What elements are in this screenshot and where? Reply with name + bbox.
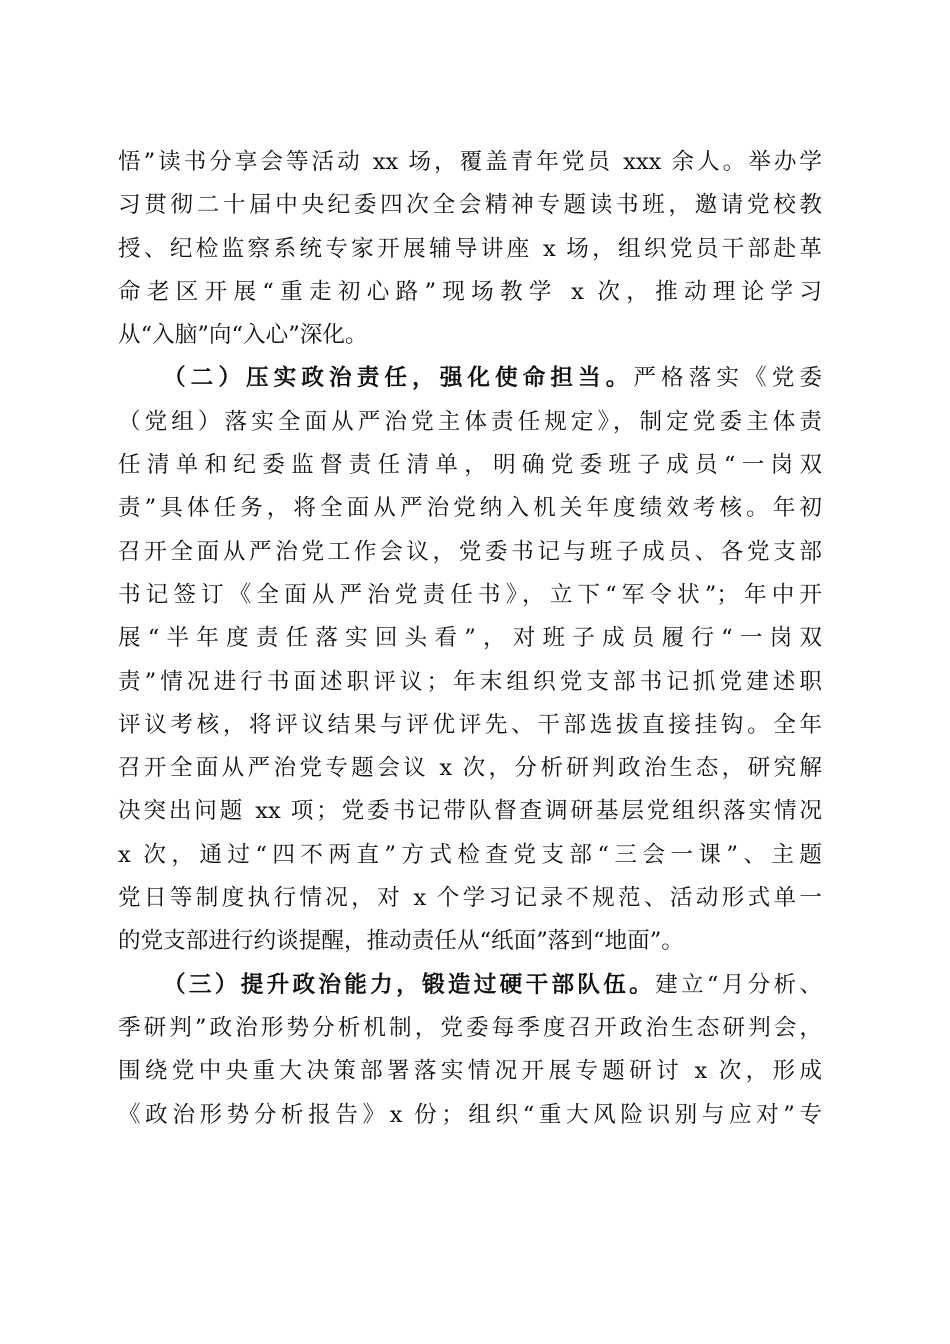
text-line: 任清单和纪委监督责任清单，明确党委班子成员“一岗双 [118, 452, 822, 479]
text-line: 习贯彻二十届中央纪委四次全会精神专题读书班，邀请党校教 [118, 192, 822, 219]
section-heading: （三）提升政治能力，锻造过硬干部队伍。 [163, 971, 656, 998]
text-line: 召开全面从严治党专题会议 x 次，分析研判政治生态，研究解 [118, 755, 822, 782]
paragraph-1 [118, 141, 822, 357]
section-heading: （二）压实政治责任，强化使命担当。 [163, 365, 634, 392]
document-body [118, 141, 822, 1137]
paragraph-first-line [118, 964, 822, 1007]
text-line: 从“入脑”向“入心”深化。 [118, 322, 368, 349]
text-line: （党组）落实全面从严治党主体责任规定》，制定党委主体责 [118, 408, 822, 435]
text-line: 授、纪检监察系统专家开展辅导讲座 x 场，组织党员干部赴革 [118, 235, 822, 262]
text-line: 责”情况进行书面述职评议；年末组织党支部书记抓党建述职 [118, 668, 822, 695]
paragraph-first-line [118, 357, 822, 400]
text-line: 《政治形势分析报告》x 份；组织“重大风险识别与应对”专 [118, 1101, 822, 1128]
paragraph-2 [118, 357, 822, 963]
text-line: 的党支部进行约谈提醒，推动责任从“纸面”落到“地面”。 [118, 928, 684, 955]
text-line: 责”具体任务，将全面从严治党纳入机关年度绩效考核。年初 [118, 495, 822, 522]
text-line: x 次，通过“四不两直”方式检查党支部“三会一课”、主题 [118, 841, 822, 868]
text-line: 党日等制度执行情况，对 x 个学习记录不规范、活动形式单一 [118, 885, 822, 912]
text-line: 召开全面从严治党工作会议，党委书记与班子成员、各党支部 [118, 538, 822, 565]
text-run: 建立“月分析、 [655, 971, 822, 998]
text-line: 围绕党中央重大决策部署落实情况开展专题研讨 x 次，形成 [118, 1058, 822, 1085]
text-line: 命老区开展“重走初心路”现场教学 x 次，推动理论学习 [118, 278, 822, 305]
paragraph-3 [118, 964, 822, 1137]
text-line: 悟”读书分享会等活动 xx 场，覆盖青年党员 xxx 余人。举办学 [118, 149, 822, 175]
text-line: 展“半年度责任落实回头看”，对班子成员履行“一岗双 [118, 625, 822, 652]
text-run: 严格落实《党委 [633, 365, 823, 392]
text-line: 决突出问题 xx 项；党委书记带队督查调研基层党组织落实情况 [118, 798, 822, 825]
text-line: 书记签订《全面从严治党责任书》，立下“军令状”；年中开 [118, 581, 822, 608]
text-line: 评议考核，将评议结果与评优评先、干部选拔直接挂钩。全年 [118, 711, 822, 738]
text-line: 季研判”政治形势分析机制，党委每季度召开政治生态研判会， [118, 1014, 822, 1041]
